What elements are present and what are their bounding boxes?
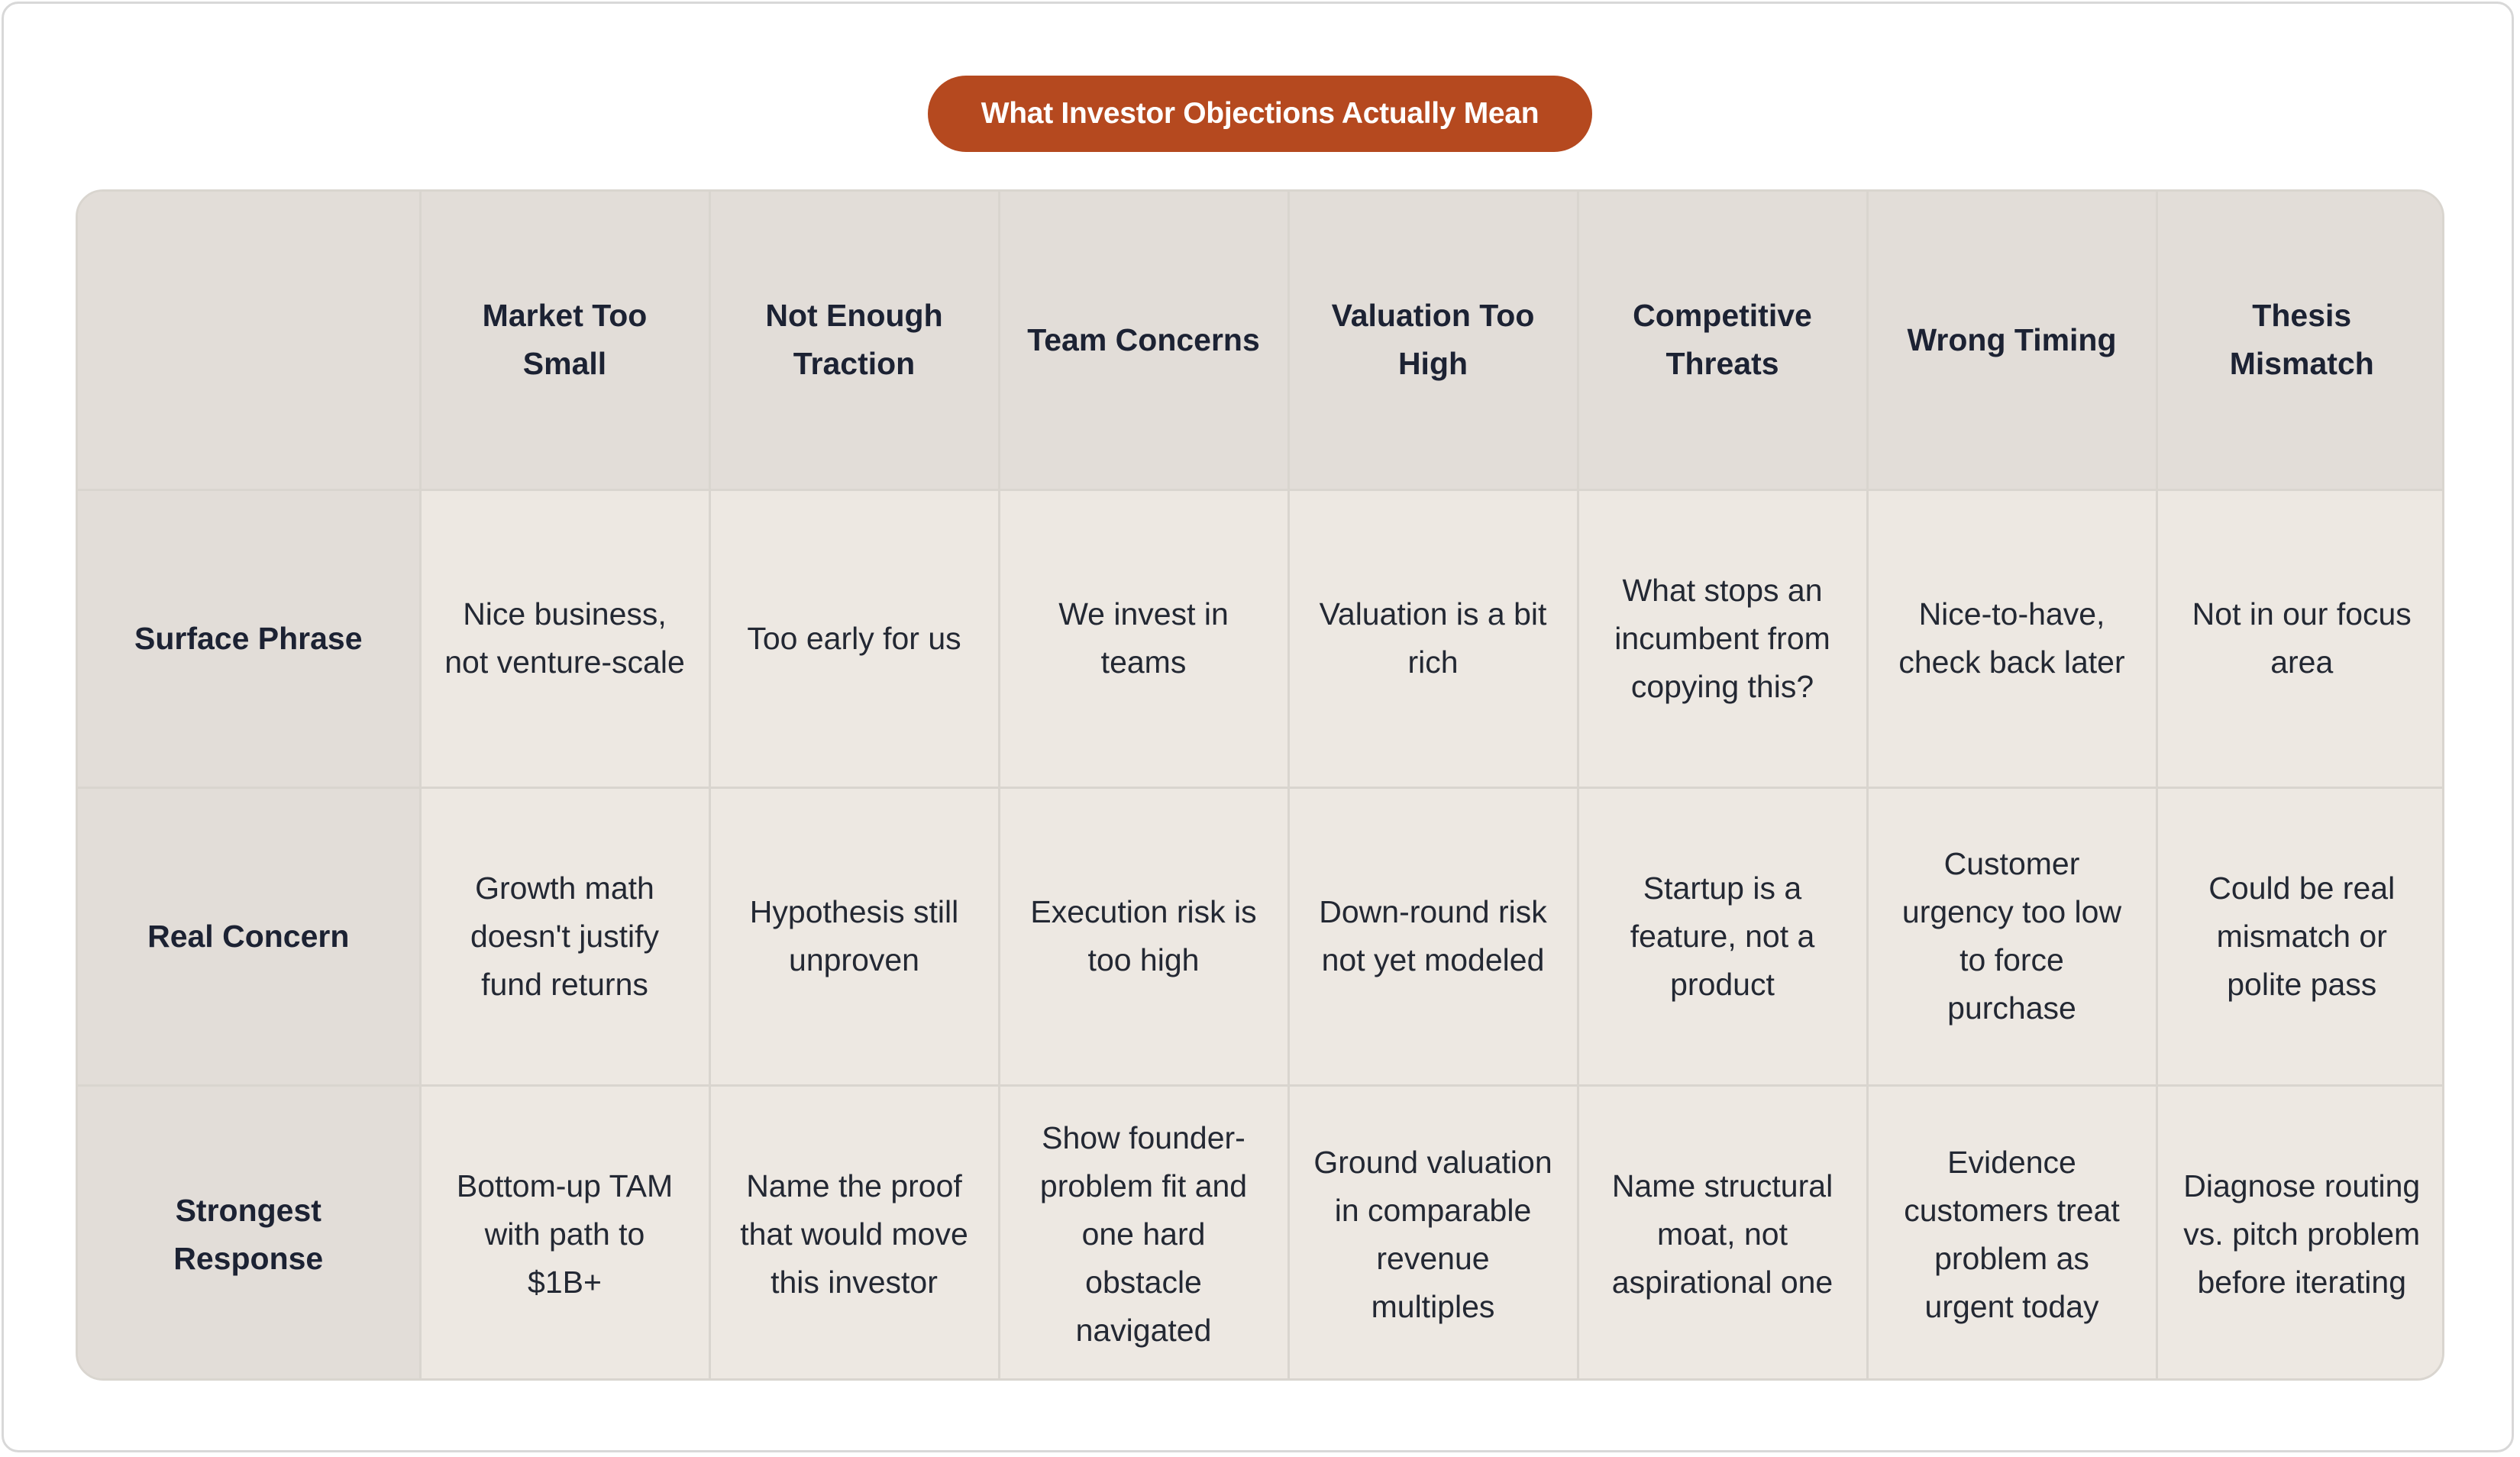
objections-grid (78, 192, 2444, 1381)
row-header-surface-phrase: Surface Phrase (78, 489, 420, 787)
column-header-market-too-small: Market Too Small (420, 192, 709, 489)
table-cell: Nice-to-have, check back later (1867, 489, 2157, 787)
table-cell: We invest in teams (999, 489, 1288, 787)
table-row-strongest-response (78, 1085, 2444, 1381)
table-cell: Hypothesis still unproven (709, 787, 999, 1085)
table-cell: Diagnose routing vs. pitch problem before iterating (2157, 1085, 2444, 1381)
column-header-valuation-too-high: Valuation Too High (1288, 192, 1578, 489)
table-cell: Show founder-problem fit and one hard obstacle navigated (999, 1085, 1288, 1381)
table-cell: Down-round risk not yet modeled (1288, 787, 1578, 1085)
column-header-wrong-timing: Wrong Timing (1867, 192, 2157, 489)
table-cell: Startup is a feature, not a product (1578, 787, 1867, 1085)
column-header-not-enough-traction: Not Enough Traction (709, 192, 999, 489)
table-cell: Growth math doesn't justify fund returns (420, 787, 709, 1085)
column-header-team-concerns: Team Concerns (999, 192, 1288, 489)
table-cell: Nice business, not venture-scale (420, 489, 709, 787)
table-cell: Execution risk is too high (999, 787, 1288, 1085)
corner-cell (78, 192, 420, 489)
table-row-surface-phrase (78, 489, 2444, 787)
table-cell: Could be real mismatch or polite pass (2157, 787, 2444, 1085)
column-header-competitive-threats: Competitive Threats (1578, 192, 1867, 489)
table-cell: Bottom-up TAM with path to $1B+ (420, 1085, 709, 1381)
table-cell: What stops an incumbent from copying this? (1578, 489, 1867, 787)
table-cell: Name structural moat, not aspirational one (1578, 1085, 1867, 1381)
table-cell: Name the proof that would move this investor (709, 1085, 999, 1381)
column-header-thesis-mismatch: Thesis Mismatch (2157, 192, 2444, 489)
table-cell: Evidence customers treat problem as urgent today (1867, 1085, 2157, 1381)
table-row-real-concern (78, 787, 2444, 1085)
row-header-real-concern: Real Concern (78, 787, 420, 1085)
row-header-strongest-response: Strongest Response (78, 1085, 420, 1381)
table-cell: Valuation is a bit rich (1288, 489, 1578, 787)
table-cell: Not in our focus area (2157, 489, 2444, 787)
table-cell: Too early for us (709, 489, 999, 787)
table-cell: Ground valuation in comparable revenue multiples (1288, 1085, 1578, 1381)
objections-table (76, 189, 2444, 1381)
page-title: What Investor Objections Actually Mean (928, 76, 1592, 152)
header-row (78, 192, 2444, 489)
table-cell: Customer urgency too low to force purchase (1867, 787, 2157, 1085)
